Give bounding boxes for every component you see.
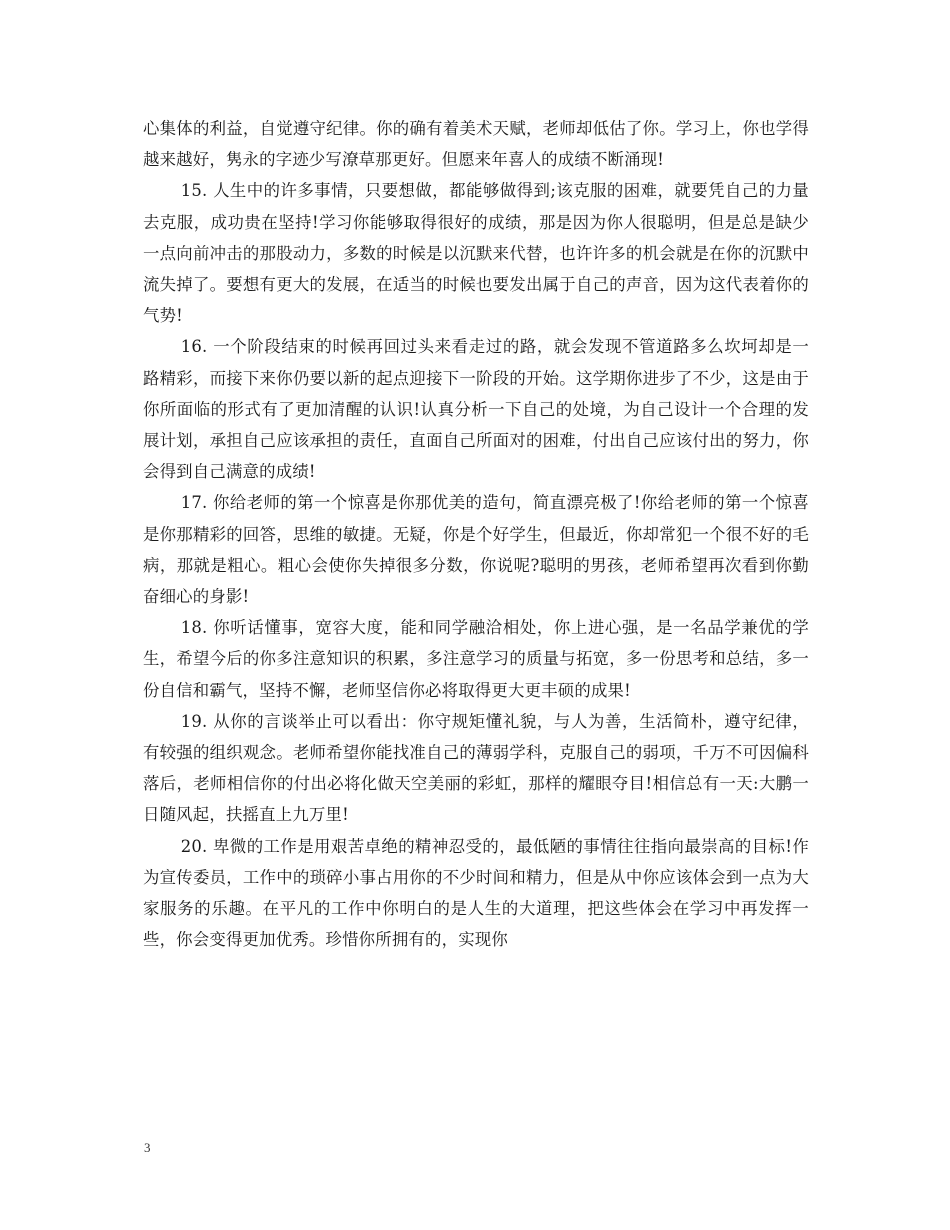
paragraph-16: 16. 一个阶段结束的时候再回过头来看走过的路，就会发现不管道路多么坎坷却是一路精彩，而接下来你仍要以新的起点迎接下一阶段的开始。这学期你进步了不少，这是由于你所面临的形式有了更加清醒的认识!认真分析一下自己的处境，为自己设计一个合理的发展计划，承担自己应该承担的责任，直面自己所面对的困难，付出自己应该付出的努力，你会得到自己满意的成绩! <box>143 337 809 482</box>
paragraph-17: 17. 你给老师的第一个惊喜是你那优美的造句，简直漂亮极了!你给老师的第一个惊喜是你那精彩的回答，思维的敏捷。无疑，你是个好学生，但最近，你却常犯一个很不好的毛病，那就是粗心。粗心会使你失掉很多分数，你说呢?聪明的男孩，老师希望再次看到你勤奋细心的身影! <box>143 493 809 607</box>
paragraph-15: 15. 人生中的许多事情，只要想做，都能够做得到;该克服的困难，就要凭自己的力量去克服，成功贵在坚持!学习你能够取得很好的成绩，那是因为你人很聪明，但是总是缺少一点向前冲击的那股动力，多数的时候是以沉默来代替，也许许多的机会就是在你的沉默中流失掉了。要想有更大的发展，在适当的时候也要发出属于自己的声音，因为这代表着你的气势! <box>143 181 809 326</box>
document-body <box>143 113 809 955</box>
paragraph-18: 18. 你听话懂事，宽容大度，能和同学融洽相处，你上进心强，是一名品学兼优的学生，希望今后的你多注意知识的积累，多注意学习的质量与拓宽，多一份思考和总结，多一份自信和霸气，坚持不懈，老师坚信你必将取得更大更丰硕的成果! <box>143 618 809 700</box>
paragraph-14-continued: 心集体的利益，自觉遵守纪律。你的确有着美术天赋，老师却低估了你。学习上，你也学得越来越好，隽永的字迹少写潦草那更好。但愿来年喜人的成绩不断涌现! <box>143 119 809 170</box>
paragraph-20: 20. 卑微的工作是用艰苦卓绝的精神忍受的，最低陋的事情往往指向最崇高的目标!作为宣传委员，工作中的琐碎小事占用你的不少时间和精力，但是从中你应该体会到一点为大家服务的乐趣。在平凡的工作中你明白的是人生的大道理，把这些体会在学习中再发挥一些，你会变得更加优秀。珍惜你所拥有的，实现你 <box>143 836 809 950</box>
paragraph-19: 19. 从你的言谈举止可以看出：你守规矩懂礼貌，与人为善，生活简朴，遵守纪律，有较强的组织观念。老师希望你能找准自己的薄弱学科，克服自己的弱项，千万不可因偏科落后，老师相信你的付出必将化做天空美丽的彩虹，那样的耀眼夺目!相信总有一天:大鹏一日随风起，扶摇直上九万里! <box>143 711 809 825</box>
page-number: 3 <box>144 1140 151 1155</box>
